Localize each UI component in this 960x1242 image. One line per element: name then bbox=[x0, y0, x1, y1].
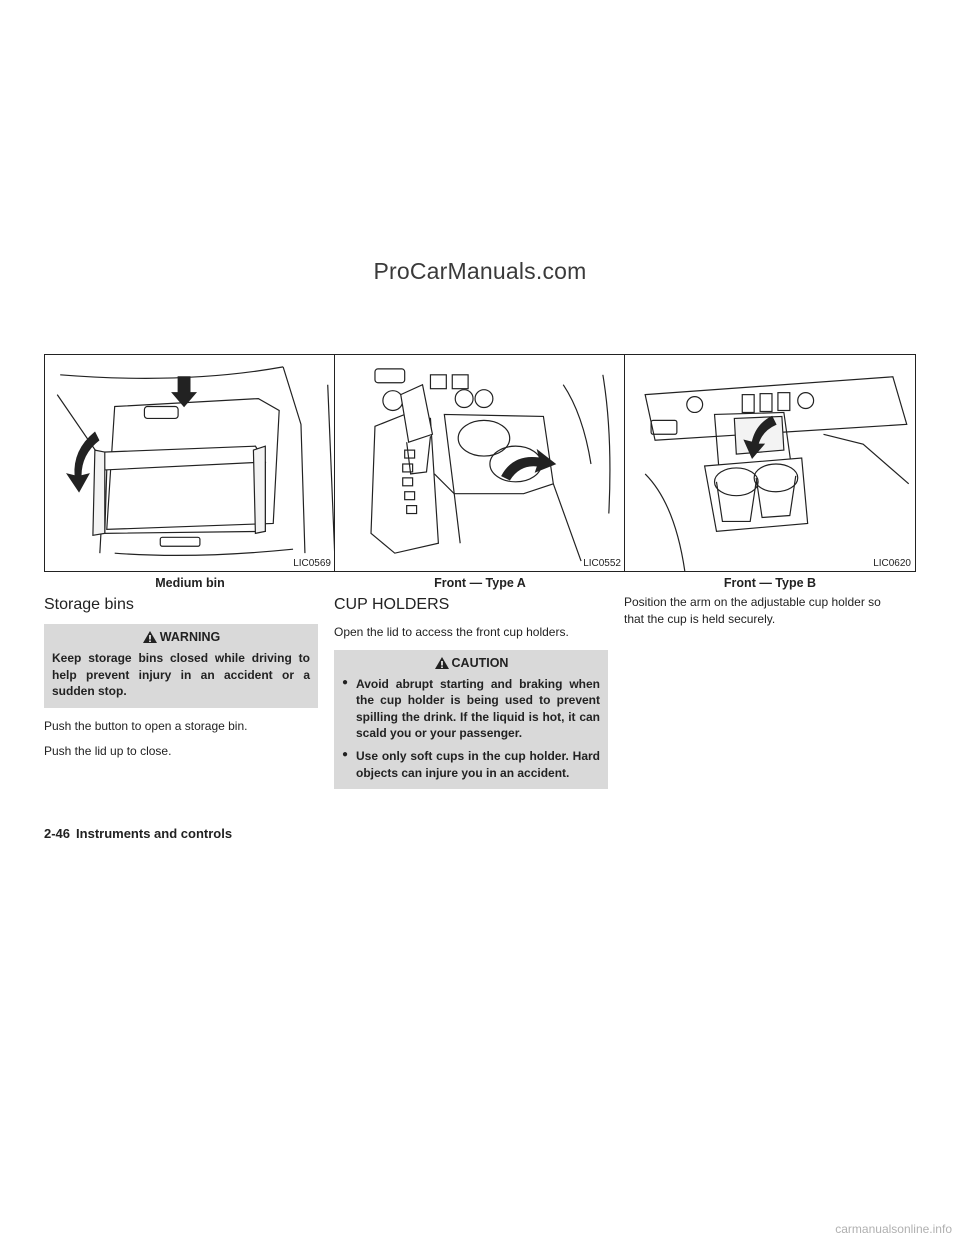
caution-box bbox=[334, 650, 608, 789]
column-storage-bins bbox=[44, 596, 318, 769]
site-watermark: carmanualsonline.info bbox=[835, 1222, 952, 1236]
watermark: ProCarManuals.com bbox=[373, 258, 587, 284]
caution-header bbox=[342, 656, 600, 670]
figure-front-type-b bbox=[624, 354, 916, 572]
warning-icon bbox=[142, 630, 158, 644]
caution-item: ● Use only soft cups in the cup holder. Hard objects can injure you in an accident. bbox=[342, 748, 600, 781]
column-cup-holders bbox=[334, 596, 608, 799]
caution-title: CAUTION bbox=[451, 655, 509, 670]
figure-caption: Front — Type A bbox=[434, 576, 526, 590]
medium-bin-illustration bbox=[45, 355, 335, 571]
warning-box bbox=[44, 624, 318, 708]
page-number: 2-46 bbox=[44, 826, 71, 841]
caution-item: ● Avoid abrupt starting and braking when the cup holder is being used to prevent spilling the drink. If the liquid is hot, it can scald you or your passenger. bbox=[342, 676, 600, 742]
figure-code: LIC0620 bbox=[873, 558, 911, 569]
warning-text: Keep storage bins closed while driving to help prevent injury in an accident or a sudden stop. bbox=[52, 651, 310, 699]
figure-code: LIC0552 bbox=[583, 558, 621, 569]
front-type-b-illustration bbox=[625, 355, 915, 571]
warning-header bbox=[52, 630, 310, 644]
section-title: Instruments and controls bbox=[76, 826, 233, 841]
front-type-a-illustration bbox=[335, 355, 625, 571]
caution-list bbox=[342, 676, 600, 781]
caution-icon bbox=[434, 656, 450, 670]
figure-code: LIC0569 bbox=[293, 558, 331, 569]
figure-caption: Medium bin bbox=[155, 576, 225, 590]
adjustable-cup-holder-text: Position the arm on the adjustable cup holder so that the cup is held securely. bbox=[624, 595, 881, 626]
page-footer bbox=[44, 826, 232, 841]
warning-title: WARNING bbox=[159, 630, 221, 644]
figure-caption: Front — Type B bbox=[723, 576, 817, 590]
column-adjustable-cup-holder bbox=[624, 594, 898, 637]
heading-storage-bins: Storage bins bbox=[44, 596, 134, 613]
heading-cup-holders: CUP HOLDERS bbox=[334, 596, 450, 613]
storage-close-text: Push the lid up to close. bbox=[44, 744, 172, 759]
cup-holders-intro: Open the lid to access the front cup holders. bbox=[334, 625, 569, 639]
figure-medium-bin bbox=[44, 354, 336, 572]
figure-front-type-a bbox=[334, 354, 626, 572]
storage-open-text: Push the button to open a storage bin. bbox=[44, 718, 248, 733]
